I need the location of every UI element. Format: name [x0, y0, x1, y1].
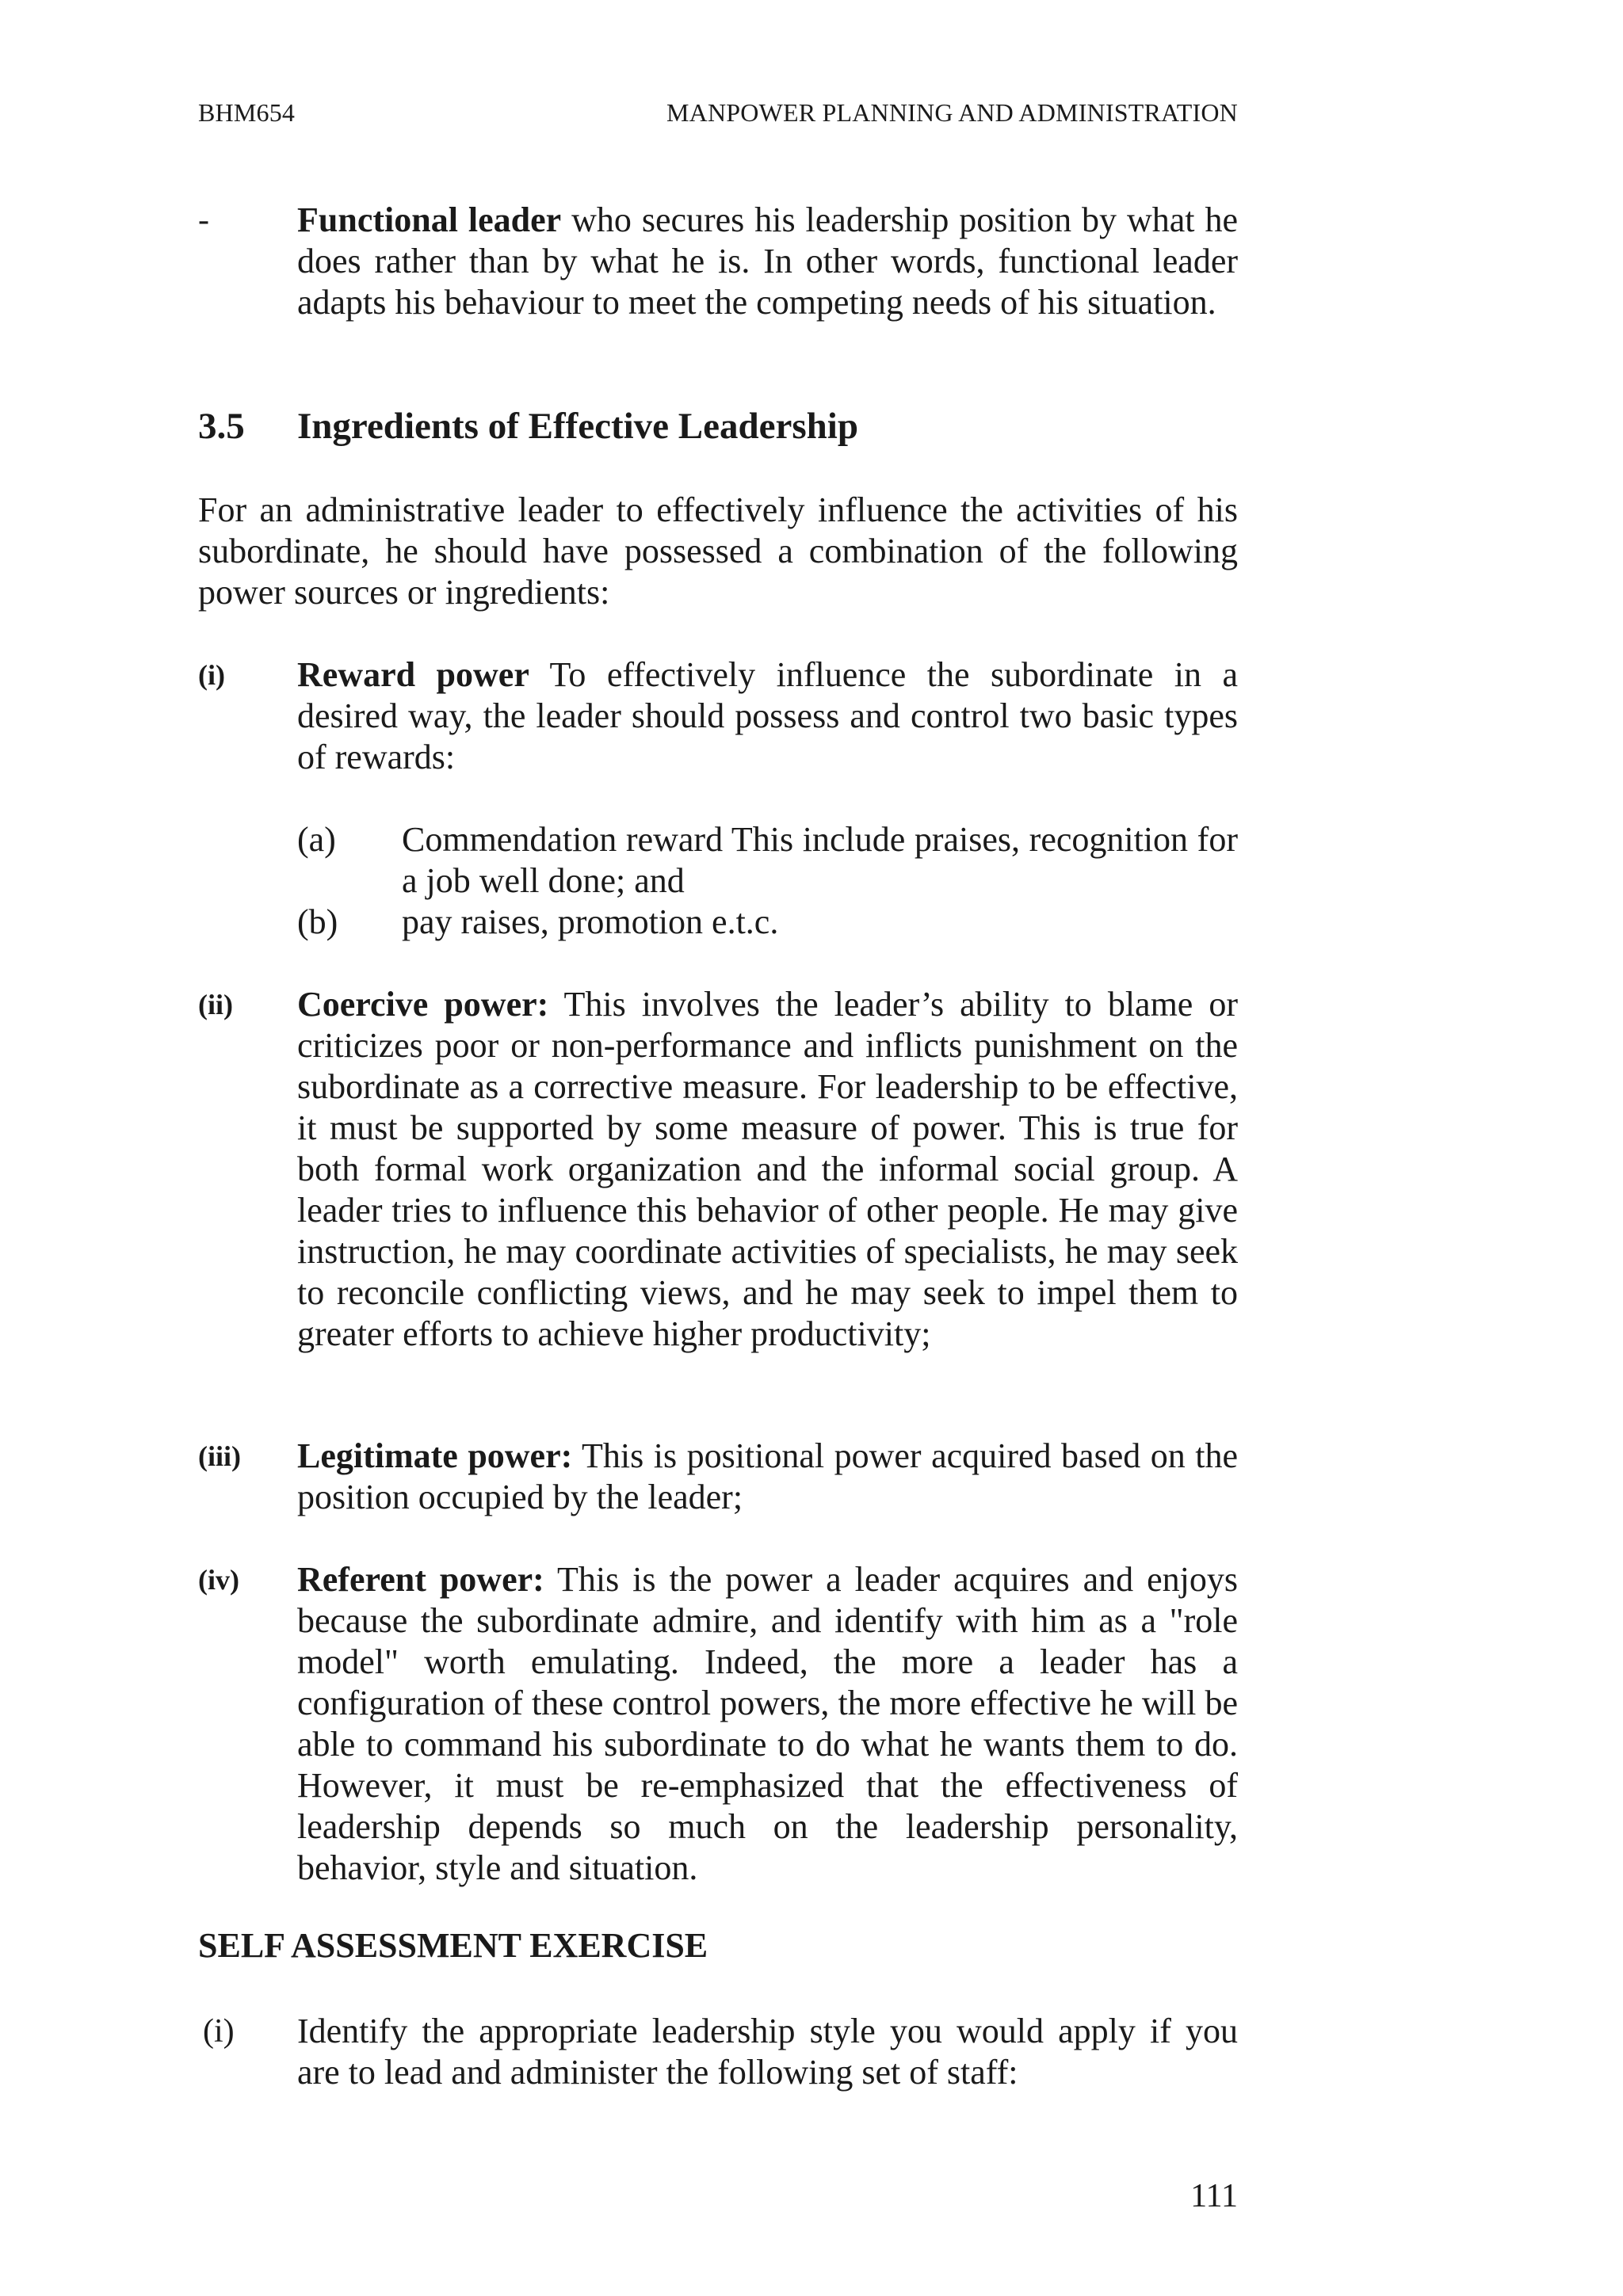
course-title: MANPOWER PLANNING AND ADMINISTRATION: [666, 98, 1238, 127]
legitimate-power-term: Legitimate power:: [297, 1436, 573, 1475]
reward-power-description: To effectively influence the subordinate in a desired way, the leader should possess and control two basic types of rewards:: [297, 655, 1239, 776]
legitimate-power-item: [198, 1436, 1238, 1518]
reward-power-text: [297, 654, 1238, 778]
coercive-power-term: Coercive power:: [297, 985, 549, 1024]
item-marker: (iii): [198, 1440, 241, 1472]
dash-marker: -: [198, 202, 209, 238]
self-assessment-heading: SELF ASSESSMENT EXERCISE: [198, 1926, 708, 1965]
subitem-text: pay raises, promotion e.t.c.: [402, 902, 779, 941]
exercise-text: Identify the appropriate leadership style you would apply if you are to lead and administer the following set of staff:: [297, 2012, 1238, 2092]
item-marker: (i): [198, 659, 225, 691]
coercive-power-item: [198, 984, 1238, 1355]
referent-power-item: [198, 1559, 1238, 1889]
functional-leader-description: who secures his leadership position by what he does rather than by what he is. In other words, functional leader adapts his behaviour to meet the competing needs of his situation.: [297, 200, 1239, 322]
reward-power-item: [198, 654, 1238, 778]
item-marker: (iv): [198, 1564, 239, 1596]
referent-power-text: [297, 1559, 1238, 1889]
legitimate-power-description: This is positional power acquired based on the position occupied by the leader;: [297, 1436, 1238, 1516]
course-code: BHM654: [198, 98, 296, 127]
reward-subitem-b: [297, 902, 1238, 943]
subitem-marker: (b): [297, 902, 338, 941]
subitem-marker: (a): [297, 820, 336, 859]
functional-leader-item: [198, 200, 1238, 323]
item-marker: (ii): [198, 989, 233, 1020]
referent-power-description: This is the power a leader acquires and enjoys because the subordinate admire, and identify with him as a "role model" worth emulating. Indeed, the more a leader has a configuration of these control powers, the more effective he will be able to command his subordinate to do what he wants them to do. However, it must be re-emphasized that the effectiveness of leadership depends so much on the leadership personality, behavior, style and situation.: [297, 1560, 1238, 1887]
page-number: 111: [1190, 2178, 1238, 2214]
legitimate-power-text: [297, 1436, 1238, 1518]
section-title: Ingredients of Effective Leadership: [297, 406, 858, 447]
exercise-marker: (i): [203, 2013, 235, 2050]
subitem-text: Commendation reward This include praises, recognition for a job well done; and: [402, 820, 1238, 900]
referent-power-term: Referent power:: [297, 1560, 544, 1599]
reward-subitem-a: [297, 819, 1238, 902]
section-number: 3.5: [198, 406, 245, 447]
exercise-item: [198, 2011, 1238, 2093]
reward-power-term: Reward power: [297, 655, 529, 694]
functional-leader-term: Functional leader: [297, 200, 562, 239]
functional-leader-text: [297, 200, 1238, 323]
coercive-power-description: This involves the leader’s ability to blame or criticizes poor or non-performance and inflicts punishment on the subordinate as a corrective measure. For leadership to be effective, it must be supported by some measure of power. This is true for both formal work organization and the informal social group. A leader tries to influence this behavior of other people. He may give instruction, he may coordinate activities of specialists, he may seek to reconcile conflicting views, and he may seek to impel them to greater efforts to achieve higher productivity;: [297, 985, 1239, 1353]
coercive-power-text: [297, 984, 1238, 1355]
section-intro: For an administrative leader to effectively influence the activities of his subordinate, he should have possessed a combination of the following power sources or ingredients:: [198, 490, 1238, 612]
